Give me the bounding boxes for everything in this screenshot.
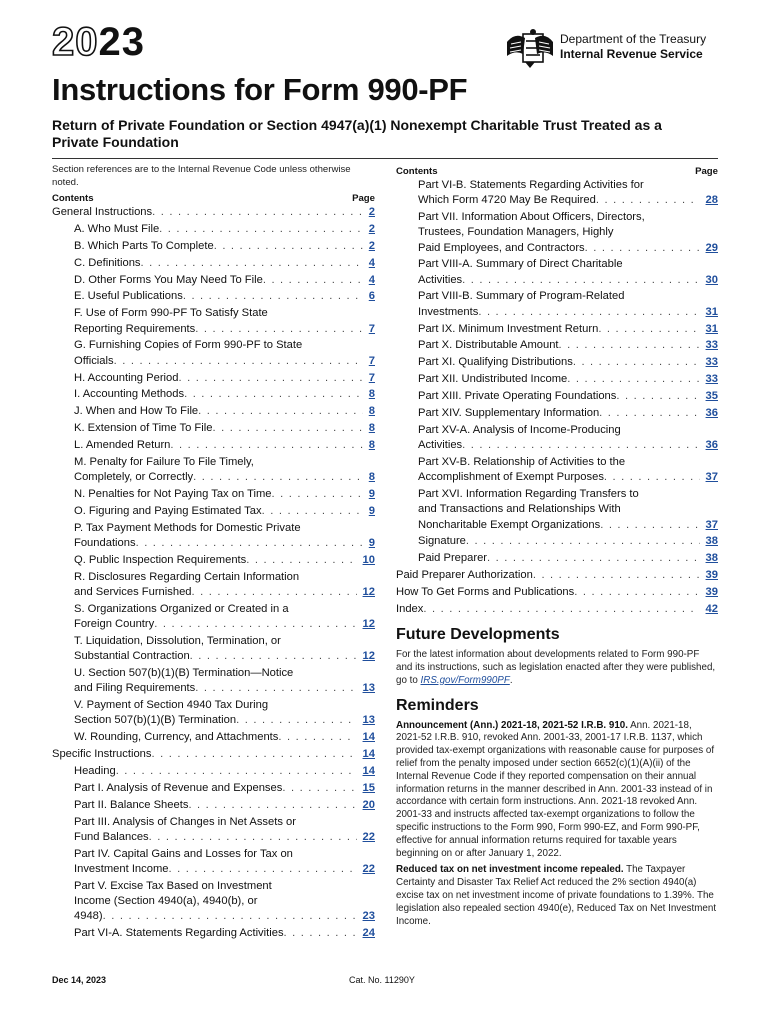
toc-page-link[interactable]: 4	[363, 273, 375, 288]
toc-entry-title: Part XII. Undistributed Income . . .	[396, 372, 700, 387]
toc-entry	[52, 781, 375, 796]
toc-entry-title: Paid Preparer . . .	[396, 551, 700, 566]
reminder-announcement: Announcement (Ann.) 2021-18, 2021-52 I.R.B. 910. Ann. 2021-18, 2021-52 I.R.B. 910, revoked Ann. 2001-33, 2001-17 I.R.B. 1137, which provided tax-exempt organizations with reasonable cause for purposes of relief from the penalty imposed under section 6652(c)(1)(A)(ii) of the Internal Revenue Code if they reported compensation on their annual information returns in the manner described in Ann. 2001-33 instead of in accordance with certain form instructions. Ann. 2021-18 revoked Ann. 2001-33 and instructs affected tax-exempt organizations to follow the specific instructions to the Form 990, Form 990-EZ, and Form 990-PF, effective for annual information returns required for taxable years beginning on or after January 1, 2022.	[396, 719, 715, 859]
toc-entry	[52, 205, 375, 220]
revision-date: Dec 14, 2023	[52, 975, 107, 985]
toc-page-link[interactable]: 36	[700, 406, 718, 421]
toc-page-link[interactable]: 22	[357, 862, 375, 877]
toc-page-link[interactable]: 8	[363, 438, 375, 453]
toc-entry-title: Part I. Analysis of Revenue and Expenses . . .	[52, 781, 357, 796]
agency-block	[560, 32, 706, 62]
toc-page-link[interactable]: 30	[700, 273, 718, 288]
toc-entry-title: Specific Instructions . . .	[52, 747, 357, 762]
toc-entry	[52, 289, 375, 304]
toc-entry	[52, 338, 375, 368]
toc-entry	[396, 455, 718, 485]
toc-entry-title: Part IV. Capital Gains and Losses for Tax on Investment Income . . .	[52, 847, 357, 877]
toc-entry-title: Part IX. Minimum Investment Return . . .	[396, 322, 700, 337]
toc-page-link[interactable]: 31	[700, 305, 718, 320]
toc-entry-title: Index . . .	[396, 602, 700, 617]
toc-entry	[52, 747, 375, 762]
toc-entry-title: How To Get Forms and Publications . . .	[396, 585, 700, 600]
toc-entry	[396, 423, 718, 453]
toc-entry	[52, 666, 375, 696]
year-outline: 20	[52, 20, 99, 64]
future-developments-text: For the latest information about developments related to Form 990-PF and its instructions, such as legislation enacted after they were published, go to IRS.gov/Form990PF.	[396, 649, 716, 686]
toc-page-link[interactable]: 23	[357, 909, 375, 924]
toc-page-link[interactable]: 13	[357, 681, 375, 696]
toc-entry	[52, 438, 375, 453]
document-title: Instructions for Form 990-PF	[52, 72, 468, 107]
toc-entry	[52, 256, 375, 271]
toc-page-link[interactable]: 6	[363, 289, 375, 304]
toc-entry-title: Part VI-B. Statements Regarding Activities for Which Form 4720 May Be Required . . .	[396, 178, 700, 208]
toc-entry	[396, 338, 718, 353]
header-divider	[52, 158, 718, 159]
toc-entry-title: M. Penalty for Failure To File Timely, Completely, or Correctly . . .	[52, 455, 363, 485]
toc-entry	[396, 178, 718, 208]
reminders-heading: Reminders	[396, 696, 479, 714]
toc-entry-title: B. Which Parts To Complete . . .	[52, 239, 363, 254]
toc-entry-title: Part XIV. Supplementary Information . . .	[396, 406, 700, 421]
toc-entry-title: Part X. Distributable Amount . . .	[396, 338, 700, 353]
toc-entry	[52, 239, 375, 254]
toc-page-link[interactable]: 33	[700, 338, 718, 353]
toc-entry	[52, 847, 375, 877]
toc-page-link[interactable]: 33	[700, 355, 718, 370]
toc-entry-title: General Instructions . . .	[52, 205, 363, 220]
toc-page-link[interactable]: 42	[700, 602, 718, 617]
toc-page-link[interactable]: 14	[357, 747, 375, 762]
catalog-number: Cat. No. 11290Y	[349, 975, 415, 985]
toc-page-link[interactable]: 8	[363, 421, 375, 436]
toc-header	[52, 192, 375, 205]
toc-entry	[396, 389, 718, 404]
section-references-note: Section references are to the Internal Revenue Code unless otherwise noted.	[52, 164, 351, 188]
toc-entry-title: Part XV-B. Relationship of Activities to the Accomplishment of Exempt Purposes . . .	[396, 455, 700, 485]
toc-page-link[interactable]: 15	[357, 781, 375, 796]
toc-entry-title: C. Definitions . . .	[52, 256, 363, 271]
toc-entry	[396, 322, 718, 337]
toc-entry	[396, 257, 718, 287]
toc-entry	[396, 602, 718, 617]
toc-entry-title: L. Amended Return . . .	[52, 438, 363, 453]
toc-page-link[interactable]: 9	[363, 504, 375, 519]
toc-page-link[interactable]: 33	[700, 372, 718, 387]
toc-list-right	[396, 178, 718, 617]
toc-entry-title: Part VIII-A. Summary of Direct Charitable Activities . . .	[396, 257, 700, 287]
toc-page-link[interactable]: 28	[700, 193, 718, 208]
toc-entry	[52, 926, 375, 941]
toc-page-link[interactable]: 9	[363, 487, 375, 502]
toc-entry-title: Heading . . .	[52, 764, 357, 779]
toc-header-continued	[396, 165, 718, 178]
toc-entry	[52, 698, 375, 728]
toc-entry	[396, 355, 718, 370]
toc-entry-title: R. Disclosures Regarding Certain Information and Services Furnished . . .	[52, 570, 357, 600]
toc-entry	[52, 306, 375, 336]
toc-page-link[interactable]: 10	[357, 553, 375, 568]
toc-entry-title: A. Who Must File . . .	[52, 222, 363, 237]
toc-entry-title: Q. Public Inspection Requirements . . .	[52, 553, 357, 568]
toc-page-link[interactable]: 39	[700, 585, 718, 600]
document-subtitle: Return of Private Foundation or Section 4947(a)(1) Nonexempt Charitable Trust Treated as a Private Foundation	[52, 117, 662, 150]
toc-page-link[interactable]: 2	[363, 239, 375, 254]
future-developments-heading: Future Developments	[396, 626, 560, 644]
reminder-reduced-tax: Reduced tax on net investment income repealed. The Taxpayer Certainty and Disaster Tax Relief Act reduced the 2% section 4940(a) excise tax on net investment income of private foundations to 1.39%. The legislation also repealed section 4940(e), Reduced Tax on Net Investment Income.	[396, 864, 717, 927]
page-label: Page	[695, 166, 718, 177]
toc-page-link[interactable]: 12	[357, 649, 375, 664]
toc-entry	[52, 504, 375, 519]
toc-entry-title: Part XIII. Private Operating Foundations . . .	[396, 389, 700, 404]
toc-entry-title: H. Accounting Period . . .	[52, 371, 363, 386]
toc-entry-title: Part III. Analysis of Changes in Net Assets or Fund Balances . . .	[52, 815, 357, 845]
toc-entry	[52, 602, 375, 632]
toc-page-link[interactable]: 12	[357, 617, 375, 632]
toc-entry	[52, 553, 375, 568]
toc-page-link[interactable]: 20	[357, 798, 375, 813]
toc-page-link[interactable]: 37	[700, 518, 718, 533]
toc-page-link[interactable]: 14	[357, 730, 375, 745]
toc-page-link[interactable]: 12	[357, 585, 375, 600]
toc-entry	[52, 764, 375, 779]
toc-page-link[interactable]: 7	[363, 371, 375, 386]
toc-entry-title: O. Figuring and Paying Estimated Tax . . .	[52, 504, 363, 519]
toc-page-link[interactable]: 39	[700, 568, 718, 583]
toc-entry-title: T. Liquidation, Dissolution, Termination, or Substantial Contraction . . .	[52, 634, 357, 664]
toc-page-link[interactable]: 7	[363, 354, 375, 369]
toc-entry	[52, 387, 375, 402]
toc-entry-title: K. Extension of Time To File . . .	[52, 421, 363, 436]
toc-page-link[interactable]: 38	[700, 534, 718, 549]
toc-page-link[interactable]: 29	[700, 241, 718, 256]
toc-entry-title: S. Organizations Organized or Created in a Foreign Country . . .	[52, 602, 357, 632]
toc-entry	[52, 455, 375, 485]
toc-page-link[interactable]: 36	[700, 438, 718, 453]
toc-entry	[52, 273, 375, 288]
tax-year	[52, 22, 145, 62]
toc-entry-title: Part XVI. Information Regarding Transfers to and Transactions and Relationships With Noncharitable Exempt Organizations . . .	[396, 487, 700, 533]
toc-entry	[396, 568, 718, 583]
toc-entry	[396, 372, 718, 387]
toc-list-left	[52, 205, 375, 941]
agency-name: Internal Revenue Service	[560, 47, 703, 61]
toc-page-link[interactable]: 31	[700, 322, 718, 337]
toc-entry	[52, 404, 375, 419]
toc-entry	[52, 570, 375, 600]
toc-page-link[interactable]: 22	[357, 830, 375, 845]
toc-page-link[interactable]: 8	[363, 387, 375, 402]
toc-entry	[52, 421, 375, 436]
toc-page-link[interactable]: 38	[700, 551, 718, 566]
toc-entry-title: U. Section 507(b)(1)(B) Termination—Notice and Filing Requirements . . .	[52, 666, 357, 696]
toc-page-link[interactable]: 4	[363, 256, 375, 271]
toc-entry	[396, 289, 718, 319]
toc-page-link[interactable]: 35	[700, 389, 718, 404]
toc-entry	[52, 371, 375, 386]
toc-entry-title: J. When and How To File . . .	[52, 404, 363, 419]
toc-entry	[52, 487, 375, 502]
toc-page-link[interactable]: 2	[363, 205, 375, 220]
toc-entry	[52, 879, 375, 925]
department-name: Department of the Treasury	[560, 32, 707, 46]
toc-entry-title: Part XI. Qualifying Distributions . . .	[396, 355, 700, 370]
toc-entry-title: D. Other Forms You May Need To File . . .	[52, 273, 363, 288]
year-solid: 23	[98, 20, 145, 64]
toc-page-link[interactable]: 13	[357, 713, 375, 728]
toc-entry-title: N. Penalties for Not Paying Tax on Time . . .	[52, 487, 363, 502]
reminder-reduced-tax-title: Reduced tax on net investment income repealed.	[396, 864, 624, 876]
left-column	[52, 163, 375, 943]
page-label: Page	[352, 193, 375, 204]
toc-entry	[396, 406, 718, 421]
toc-page-link[interactable]: 9	[363, 536, 375, 551]
toc-entry-title: Signature . . .	[396, 534, 700, 549]
toc-entry-title: Part VII. Information About Officers, Directors, Trustees, Foundation Managers, Highly Paid Employees, and Contractors . . .	[396, 210, 700, 256]
irs-form990pf-link[interactable]: IRS.gov/Form990PF	[420, 674, 510, 686]
right-column	[396, 163, 718, 932]
toc-entry	[52, 798, 375, 813]
toc-page-link[interactable]: 8	[363, 470, 375, 485]
toc-page-link[interactable]: 14	[357, 764, 375, 779]
toc-entry	[52, 521, 375, 551]
toc-entry-title: Part II. Balance Sheets . . .	[52, 798, 357, 813]
toc-entry-title: Part XV-A. Analysis of Income-Producing Activities . . .	[396, 423, 700, 453]
toc-entry	[396, 210, 718, 256]
toc-entry-title: E. Useful Publications . . .	[52, 289, 363, 304]
toc-entry-title: Paid Preparer Authorization . . .	[396, 568, 700, 583]
toc-page-link[interactable]: 37	[700, 470, 718, 485]
toc-entry-title: G. Furnishing Copies of Form 990-PF to State Officials . . .	[52, 338, 363, 368]
contents-label: Contents	[396, 166, 438, 177]
toc-entry-title: F. Use of Form 990-PF To Satisfy State Reporting Requirements . . .	[52, 306, 363, 336]
contents-label: Contents	[52, 193, 94, 204]
toc-entry	[52, 222, 375, 237]
toc-page-link[interactable]: 2	[363, 222, 375, 237]
toc-page-link[interactable]: 8	[363, 404, 375, 419]
toc-page-link[interactable]: 24	[357, 926, 375, 941]
toc-entry-title: W. Rounding, Currency, and Attachments . . .	[52, 730, 357, 745]
toc-entry-title: P. Tax Payment Methods for Domestic Private Foundations . . .	[52, 521, 363, 551]
toc-entry-title: V. Payment of Section 4940 Tax During Section 507(b)(1)(B) Termination . . .	[52, 698, 357, 728]
toc-entry-title: Part VI-A. Statements Regarding Activities . . .	[52, 926, 357, 941]
toc-entry-title: Part V. Excise Tax Based on Investment Income (Section 4940(a), 4940(b), or 4948) . . .	[52, 879, 357, 925]
toc-entry	[396, 551, 718, 566]
toc-entry	[396, 534, 718, 549]
reminder-announcement-title: Announcement (Ann.) 2021-18, 2021-52 I.R.B. 910.	[396, 719, 628, 731]
toc-entry	[396, 585, 718, 600]
toc-entry	[52, 730, 375, 745]
toc-entry-title: Part VIII-B. Summary of Program-Related Investments . . .	[396, 289, 700, 319]
irs-eagle-logo-icon	[505, 28, 555, 70]
toc-entry	[52, 634, 375, 664]
toc-entry	[396, 487, 718, 533]
toc-entry-title: I. Accounting Methods . . .	[52, 387, 363, 402]
toc-page-link[interactable]: 7	[363, 322, 375, 337]
toc-entry	[52, 815, 375, 845]
